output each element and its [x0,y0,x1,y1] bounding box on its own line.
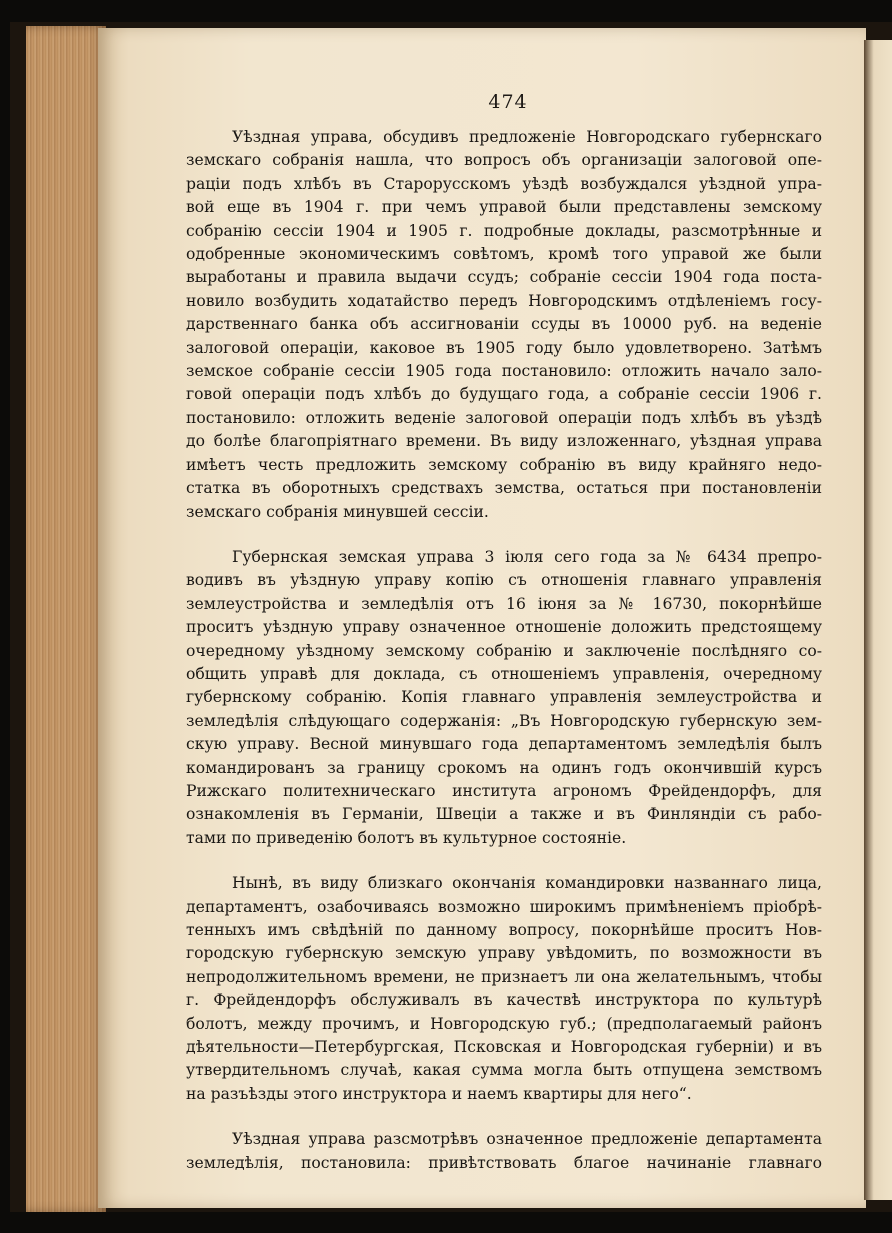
text-line: одобренные экономическимъ совѣтомъ, кромѣ того управой же были [186,245,822,264]
text-line: Рижскаго политехническаго института агрономъ Фрейдендорфъ, для [186,781,822,800]
paragraph-gap [186,524,822,546]
text-line: тенныхъ имъ свѣдѣнiй по данному вопросу, покорнѣйше проситъ Нов- [186,921,822,939]
text-line: дѣятельности—Петербургская, Псковская и Новгородская губернiи) и въ [186,1038,822,1057]
paragraph-gap [186,850,822,872]
paragraph [186,1128,822,1175]
text-line: залоговой операцiи, каковое въ 1905 году было удовлетворено. Затѣмъ [186,338,822,357]
text-line: земледѣлiя, постановила: привѣтствовать благое начинанiе главнаго [186,1153,822,1172]
text-line: выработаны и правила выдачи ссудъ; собранiе сессiи 1904 года поста- [186,268,822,287]
paragraph-gap [186,1106,822,1128]
paragraph [186,872,822,1106]
text-line: земледѣлiя слѣдующаго содержанiя: „Въ Новгородскую губернскую зем- [186,711,822,730]
paragraph [186,546,822,850]
text-line: земское собранiе сессiи 1905 года постановило: отложить начало зало- [186,362,822,381]
page-text [186,126,822,1175]
text-line: непродолжительномъ времени, не признаетъ ли она желательнымъ, чтобы [186,967,822,986]
text-line: болотъ, между прочимъ, и Новгородскую губ.; (предполагаемый районъ [186,1014,822,1033]
text-line: тами по приведенiю болотъ въ культурное состоянiе. [186,828,627,847]
text-line: Губернская земская управа 3 iюля сего года за № 6434 препро- [232,547,822,566]
text-line: командированъ за границу срокомъ на одинъ годъ окончившiй курсъ [186,758,822,777]
text-line: Уѣздная управа, обсудивъ предложенiе Новгородскаго губернскаго [232,128,822,146]
facing-page-edge [864,40,892,1200]
text-line: очередному уѣздному земскому собранiю и заключенiе послѣдняго со- [186,641,822,660]
text-line: земскаго собранiя минувшей сессiи. [186,502,489,521]
text-line: г. Фрейдендорфъ обслуживалъ въ качествѣ инструктора по культурѣ [186,991,822,1010]
text-line: губернскому собранiю. Копiя главнаго управленiя землеустройства и [186,688,822,707]
page-edges [26,26,106,1212]
text-line: водивъ въ уѣздную управу копiю съ отношенiя главнаго управленiя [186,571,822,590]
text-line: вой еще въ 1904 г. при чемъ управой были представлены земскому [186,198,822,217]
text-line: Уѣздная управа разсмотрѣвъ означенное предложенiе департамента [232,1130,822,1149]
text-line: рацiи подъ хлѣбъ въ Старорусскомъ уѣздѣ возбуждался уѣздной упра- [186,174,822,193]
text-line: ознакомленiя въ Германiи, Швецiи а также и въ Финляндiи съ рабо- [186,805,822,824]
page-number: 474 [488,91,528,113]
text-line: землеустройства и земледѣлiя отъ 16 iюня за № 16730, покорнѣйше [186,594,822,613]
text-line: дарственнаго банка объ ассигнованiи ссуды въ 10000 руб. на веденiе [186,315,822,334]
text-line: имѣетъ честь предложить земскому собранiю въ виду крайняго недо- [186,455,822,474]
text-line: Нынѣ, въ виду близкаго окончанiя командировки названнаго лица, [232,874,822,893]
text-line: постановило: отложить веденiе залоговой операцiи подъ хлѣбъ въ уѣздѣ [186,408,822,427]
text-line: городскую губернскую земскую управу увѣдомить, по возможности въ [186,944,822,963]
text-line: собранiю сессiи 1904 и 1905 г. подробные доклады, разсмотрѣнные и [186,221,822,240]
text-line: общить управѣ для доклада, съ отношенiемъ управленiя, очередному [186,664,822,683]
text-line: утвердительномъ случаѣ, какая сумма могла быть отпущена земствомъ [186,1061,822,1080]
text-line: скую управу. Весной минувшаго года департаментомъ земледѣлiя былъ [186,735,822,754]
text-line: департаментъ, озабочиваясь возможно широкимъ примѣненiемъ прiобрѣ- [186,897,822,916]
text-line: проситъ уѣздную управу означенное отношенiе доложить предстоящему [186,618,822,637]
text-line: говой операцiи подъ хлѣбъ до будущаго года, а собранiе сессiи 1906 г. [186,385,822,404]
paragraph [186,126,822,524]
text-line: земскаго собранiя нашла, что вопросъ объ организацiи залоговой опе- [186,151,822,170]
text-line: до болѣе благопрiятнаго времени. Въ виду изложеннаго, уѣздная управа [186,432,822,451]
text-line: новило возбудить ходатайство передъ Новгородскимъ отдѣленiемъ госу- [186,291,822,310]
text-line: на разъѣзды этого инструктора и наемъ квартиры для него“. [186,1084,692,1103]
text-line: статка въ оборотныхъ средствахъ земства, остаться при постановленiи [186,479,822,498]
